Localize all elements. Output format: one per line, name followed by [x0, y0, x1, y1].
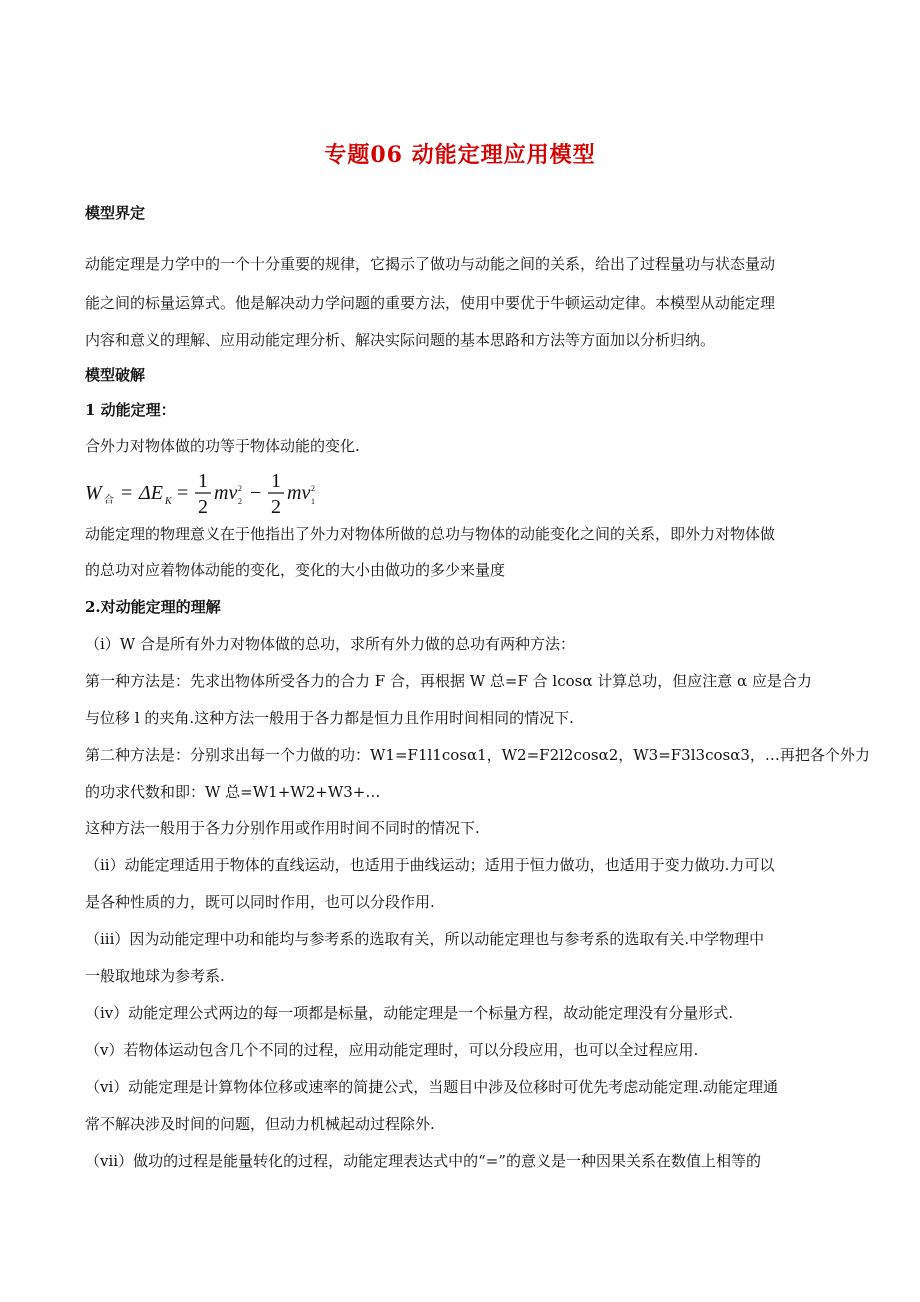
method-1-line-1: 第一种方法是：先求出物体所受各力的合力 F 合，再根据 W 总=F 合 lcosα 计算总功，但应注意 α 应是合力: [85, 672, 812, 690]
formula-term-2-superscript: 2: [311, 484, 315, 493]
method-2-line-1: 第二种方法是：分别求出每一个力做的功：W1=F1l1cosα1，W2=F2l2cosα2，W3=F3l3cosα3，…再把各个外力: [85, 746, 870, 764]
formula-delta-E: ΔE: [139, 482, 163, 504]
formula-equals-2: =: [177, 482, 189, 504]
intro-line-1: 动能定理是力学中的一个十分重要的规律，它揭示了做功与动能之间的关系，给出了过程量功与状态量动: [85, 255, 776, 273]
method-2-line-3: 这种方法一般用于各力分别作用或作用时间不同时的情况下.: [85, 819, 480, 837]
point-vi-line-1: （vi）动能定理是计算物体位移或速率的简捷公式，当题目中涉及位移时可优先考虑动能定理.动能定理通: [85, 1078, 779, 1096]
formula-term-1-subscript: 2: [238, 497, 242, 506]
subheading-kinetic-energy-theorem: 1 动能定理：: [85, 401, 176, 419]
formula-W: W: [85, 482, 102, 504]
point-i: （i）W 合是所有外力对物体做的总功，求所有外力做的总功有两种方法：: [85, 635, 575, 653]
point-ii-line-2: 是各种性质的力，既可以同时作用，也可以分段作用.: [85, 893, 435, 911]
formula-half-2-numerator: 1: [271, 470, 281, 492]
meaning-line-1: 动能定理的物理意义在于他指出了外力对物体所做的总功与物体的动能变化之间的关系，即外力对物体做: [85, 525, 776, 543]
formula-term-1: mv: [214, 482, 238, 504]
intro-line-2: 能之间的标量运算式。他是解决动力学问题的重要方法，使用中要优于牛顿运动定律。本模型从动能定理: [85, 294, 776, 312]
point-vi-line-2: 常不解决涉及时间的问题，但动力机械起动过程除外.: [85, 1115, 435, 1133]
meaning-line-2: 的总功对应着物体动能的变化，变化的大小由做功的多少来量度: [85, 561, 506, 579]
method-1-line-2: 与位移 l 的夹角.这种方法一般用于各力都是恒力且作用时间相同的情况下.: [85, 709, 574, 727]
intro-line-3: 内容和意义的理解、应用动能定理分析、解决实际问题的基本思路和方法等方面加以分析归纳。: [85, 331, 716, 349]
formula-half-2-denominator: 2: [271, 496, 281, 518]
section-heading-model-solution: 模型破解: [85, 366, 146, 384]
formula-term-2-subscript: 1: [311, 497, 315, 506]
formula-W-subscript: 合: [104, 495, 114, 506]
point-ii-line-1: （ii）动能定理适用于物体的直线运动，也适用于曲线运动；适用于恒力做功，也适用于变力做功.力可以: [85, 856, 775, 874]
point-v: （v）若物体运动包含几个不同的过程，应用动能定理时，可以分段应用，也可以全过程应用.: [85, 1041, 699, 1059]
theorem-statement: 合外力对物体做的功等于物体动能的变化.: [85, 437, 360, 455]
formula-term-2: mv: [287, 482, 311, 504]
formula-minus: −: [250, 482, 262, 504]
point-vii: （vii）做功的过程是能量转化的过程，动能定理表达式中的“=”的意义是一种因果关系在数值上相等的: [85, 1152, 761, 1170]
kinetic-energy-formula: [85, 467, 345, 519]
point-iv: （iv）动能定理公式两边的每一项都是标量，动能定理是一个标量方程，故动能定理没有分量形式.: [85, 1004, 734, 1022]
subheading-understanding: 2.对动能定理的理解: [85, 598, 221, 616]
section-heading-model-definition: 模型界定: [85, 204, 146, 222]
formula-equals-1: =: [121, 482, 133, 504]
formula-term-1-superscript: 2: [238, 484, 242, 493]
formula-half-1-denominator: 2: [198, 496, 208, 518]
formula-E-subscript: K: [165, 496, 172, 507]
point-iii-line-1: （iii）因为动能定理中功和能均与参考系的选取有关，所以动能定理也与参考系的选取有关.中学物理中: [85, 930, 765, 948]
formula-half-1-numerator: 1: [198, 470, 208, 492]
method-2-line-2: 的功求代数和即：W 总=W1+W2+W3+…: [85, 783, 381, 801]
page-title: 专题06 动能定理应用模型: [324, 142, 596, 168]
point-iii-line-2: 一般取地球为参考系.: [85, 967, 225, 985]
